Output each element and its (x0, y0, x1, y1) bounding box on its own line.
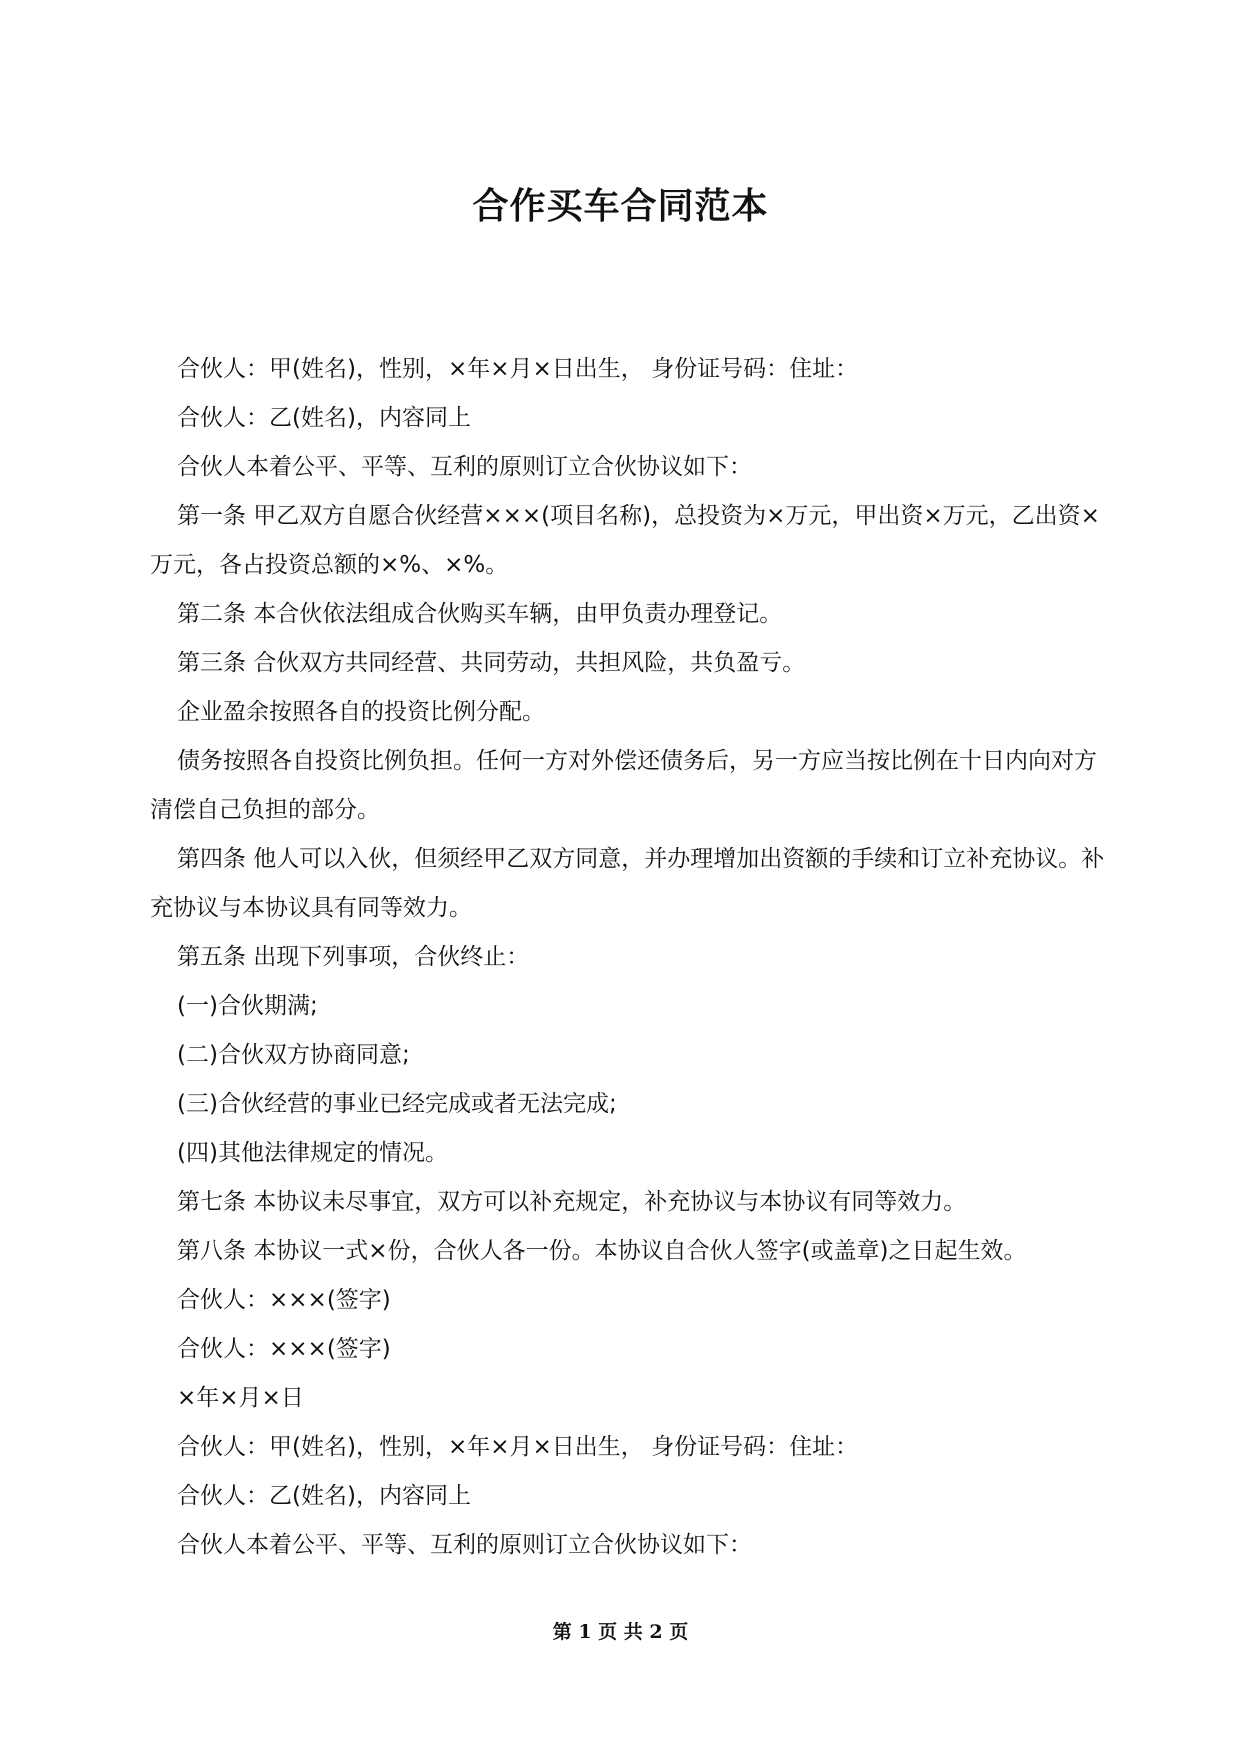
paragraph-partner-b-repeat: 合伙人：乙(姓名)，内容同上 (177, 1483, 471, 1509)
page-number-footer: 第 1 页 共 2 页 (552, 1621, 689, 1643)
paragraph-article-8: 第八条 本协议一式×份，合伙人各一份。本协议自合伙人签字(或盖章)之日起生效。 (177, 1238, 1027, 1264)
list-item-termination-1: (一)合伙期满; (177, 993, 318, 1019)
paragraph-principle: 合伙人本着公平、平等、互利的原则订立合伙协议如下： (177, 454, 752, 480)
paragraph-principle-repeat: 合伙人本着公平、平等、互利的原则订立合伙协议如下： (177, 1532, 752, 1558)
paragraph-partner-a-repeat: 合伙人：甲(姓名)，性别，×年×月×日出生， 身份证号码：住址： (177, 1434, 859, 1460)
list-item-termination-4: (四)其他法律规定的情况。 (177, 1140, 448, 1166)
paragraph-partner-b: 合伙人：乙(姓名)，内容同上 (177, 405, 471, 431)
paragraph-article-7: 第七条 本协议未尽事宜，双方可以补充规定，补充协议与本协议有同等效力。 (177, 1189, 967, 1215)
document-title: 合作买车合同范本 (472, 186, 769, 228)
paragraph-profit: 企业盈余按照各自的投资比例分配。 (177, 699, 545, 725)
signature-line-1: 合伙人：×××(签字) (177, 1287, 391, 1313)
signature-date: ×年×月×日 (177, 1385, 304, 1411)
paragraph-article-2: 第二条 本合伙依法组成合伙购买车辆，由甲负责办理登记。 (177, 601, 783, 627)
list-item-termination-3: (三)合伙经营的事业已经完成或者无法完成; (177, 1091, 617, 1117)
document-body (150, 345, 1105, 1570)
paragraph-article-3: 第三条 合伙双方共同经营、共同劳动，共担风险，共负盈亏。 (177, 650, 806, 676)
signature-line-2: 合伙人：×××(签字) (177, 1336, 391, 1362)
paragraph-partner-a: 合伙人：甲(姓名)，性别，×年×月×日出生， 身份证号码：住址： (177, 356, 859, 382)
list-item-termination-2: (二)合伙双方协商同意; (177, 1042, 410, 1068)
paragraph-article-4: 第四条 他人可以入伙，但须经甲乙双方同意，并办理增加出资额的手续和订立补充协议。补充协议与本协议具有同等效力。 (150, 846, 1105, 921)
paragraph-article-5: 第五条 出现下列事项，合伙终止： (177, 944, 530, 970)
paragraph-debt: 债务按照各自投资比例负担。任何一方对外偿还债务后，另一方应当按比例在十日内向对方清偿自己负担的部分。 (150, 748, 1097, 823)
paragraph-article-1: 第一条 甲乙双方自愿合伙经营×××(项目名称)，总投资为×万元，甲出资×万元，乙出资×万元，各占投资总额的×%、×%。 (150, 503, 1100, 578)
